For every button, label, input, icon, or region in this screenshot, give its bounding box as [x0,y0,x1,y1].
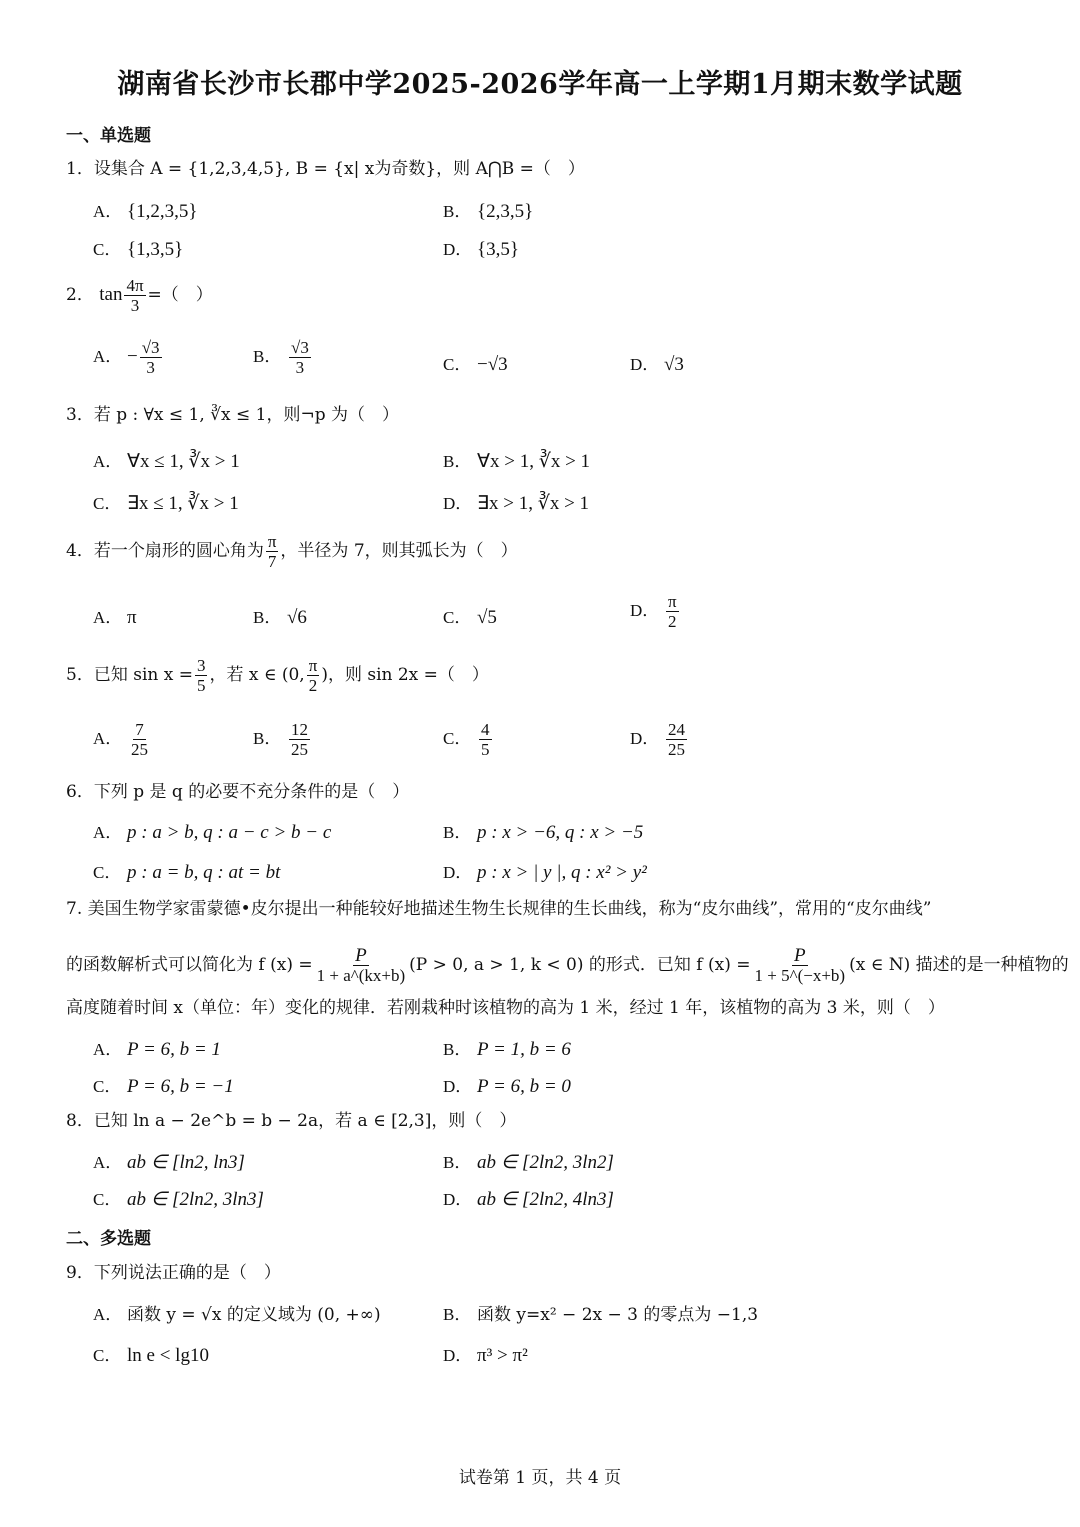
question-3-option-b: B． ∀x > 1, ∛x > 1 [443,451,591,472]
question-2-option-a: A． − $\frac{√3}{3}$ [93,338,160,377]
question-4-option-d: D． $\frac{\pi}{2}$ [630,592,677,631]
question-4-option-b: B． √6 [253,607,307,628]
question-6-option-b: B． p : x > −6, q : x > −5 [443,822,644,843]
question-3-option-a: A． ∀x ≤ 1, ∛x > 1 [93,451,240,472]
question-7-line-1: 7. 美国生物学家雷蒙德•皮尔提出一种能较好地描述生物生长规律的生长曲线，称为“皮尔曲线”，常用的“皮尔曲线” [66,899,932,919]
question-9-option-b: B． 函数 y=x² − 2x − 3 的零点为 −1,3 [443,1305,759,1325]
question-9-option-d: D． π³ > π² [443,1345,528,1366]
question-4-option-a: A． π [93,607,137,628]
question-1-stem: 1．设集合 A = {1,2,3,4,5}, B = {x| x为奇数}，则 A⋂B =（ ） [66,159,585,179]
question-8-stem: 8．已知 ln a − 2e^b = b − 2a，若 a ∈ [2,3]，则（ ） [66,1111,517,1131]
question-5-option-b: B． $\frac{12}{25}$ [253,720,308,759]
question-5-option-a: A． $\frac{7}{25}$ [93,720,148,759]
question-4-stem: 4．若一个扇形的圆心角为 $\frac{\pi}{7}$ ，半径为 7，则其弧长为（ ） [66,532,518,571]
question-8-option-d: D． ab ∈ [2ln2, 4ln3] [443,1189,614,1210]
question-8-option-a: A． ab ∈ [ln2, ln3] [93,1152,245,1173]
question-7-option-d: D． P = 6, b = 0 [443,1076,571,1097]
question-4-option-c: C． √5 [443,607,497,628]
page-title: 湖南省长沙市长郡中学2025-2026学年高一上学期1月期末数学试题 [117,69,963,100]
question-1-option-c: C． {1,3,5} [93,239,184,260]
question-7-option-b: B． P = 1, b = 6 [443,1039,571,1060]
page-footer: 试卷第 1 页，共 4 页 [458,1468,622,1488]
question-2-option-b: B． $\frac{√3}{3}$ [253,338,309,377]
question-5-option-d: D． $\frac{24}{25}$ [630,720,685,759]
question-2-option-d: D． √3 [630,354,684,375]
section-heading-single-choice: 一、单选题 [66,126,151,146]
question-2-option-c: C． −√3 [443,354,508,375]
question-3-stem: 3．若 p : ∀x ≤ 1, ∛x ≤ 1，则¬p 为（ ） [66,405,399,425]
question-3-option-d: D． ∃x > 1, ∛x > 1 [443,493,590,514]
section-heading-multiple-choice: 二、多选题 [66,1229,151,1249]
question-6-option-d: D． p : x > | y |, q : x² > y² [443,862,647,883]
question-6-stem: 6．下列 p 是 q 的必要不充分条件的是（ ） [66,782,410,802]
question-2-stem: 2． tan $\frac{4\pi}{3}$ =（ ） [66,276,213,315]
question-7-option-a: A． P = 6, b = 1 [93,1039,221,1060]
question-2-fraction: $\frac{4\pi}{3}$ [126,276,144,315]
question-9-option-a: A． 函数 y = √x 的定义域为 (0, +∞) [93,1305,381,1325]
question-9-option-c: C． ln e < lg10 [93,1345,209,1366]
question-6-option-c: C． p : a = b, q : at = bt [93,862,281,883]
question-5-option-c: C． $\frac{4}{5}$ [443,720,490,759]
question-6-option-a: A． p : a > b, q : a − c > b − c [93,822,332,843]
question-1-option-a: A． {1,2,3,5} [93,201,198,222]
question-8-option-b: B． ab ∈ [2ln2, 3ln2] [443,1152,614,1173]
question-3-option-c: C． ∃x ≤ 1, ∛x > 1 [93,493,239,514]
question-8-option-c: C． ab ∈ [2ln2, 3ln3] [93,1189,264,1210]
question-7-option-c: C． P = 6, b = −1 [93,1076,234,1097]
question-5-stem: 5．已知 sin x = $\frac{3}{5}$ ，若 x ∈ (0, $\frac{\pi}{2}$ )，则 sin 2x =（ ） [66,656,489,695]
question-7-line-2: 的函数解析式可以简化为 f (x) = $\frac{P}{1 + a\^{}(kx+b)}$ (P > 0, a > 1, k < 0) 的形式．已知 f (x) = $\frac{P}{1 + 5\^{}(-x+b)}$ (x ∈ N) 描述的是一种植物的 [66,945,1069,985]
question-9-stem: 9．下列说法正确的是（ ） [66,1263,281,1283]
question-1-option-b: B． {2,3,5} [443,201,534,222]
question-1-option-d: D． {3,5} [443,239,519,260]
question-7-line-3: 高度随着时间 x（单位：年）变化的规律．若刚栽种时该植物的高为 1 米，经过 1 年，该植物的高为 3 米，则（ ） [66,998,945,1018]
